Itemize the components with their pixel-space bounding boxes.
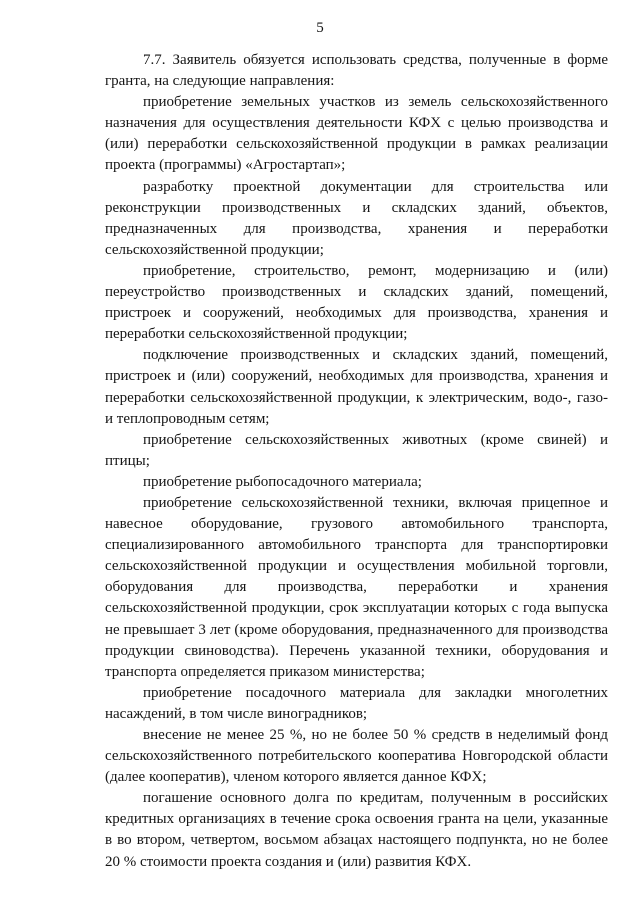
paragraph-animals: приобретение сельскохозяйственных животных (кроме свиней) и птицы;	[105, 431, 608, 469]
paragraph-cooperative-fund: внесение не менее 25 %, но не более 50 % средств в неделимый фонд сельскохозяйственного потребительского кооператива Новгородской области (далее кооператив), членом которого является данное КФХ;	[105, 727, 608, 786]
paragraph-planting-material: приобретение посадочного материала для закладки многолетних насаждений, в том числе виноградников;	[105, 684, 608, 722]
paragraph-project-documentation: разработку проектной документации для строительства или реконструкции производственных и складских зданий, объектов, предназначенных для производства, хранения и переработки сельскохозяйственной продукции;	[105, 178, 608, 258]
paragraph-machinery: приобретение сельскохозяйственной техники, включая прицепное и навесное оборудование, грузового автомобильного транспорта, специализированного автомобильного транспорта для транспортировки сельскохозяйственной продукции и осуществления мобильной торговли, оборудования для производства, переработки и хранения сельскохозяйственной продукции, срок эксплуатации которых с года выпуска не превышает 3 лет (кроме оборудования, предназначенного для производства продукции свиноводства). Перечень указанной техники, оборудования и транспорта определяется приказом министерства;	[105, 494, 608, 680]
paragraph-land-purchase: приобретение земельных участков из земель сельскохозяйственного назначения для осуществления деятельности КФХ с целью производства и (или) переработки сельскохозяйственной продукции в рамках реализации проекта (программы) «Агростартап»;	[105, 94, 608, 174]
document-body	[105, 50, 608, 873]
paragraph-utility-connection: подключение производственных и складских зданий, помещений, пристроек и (или) сооружений, необходимых для производства, хранения и переработки сельскохозяйственной продукции, к электрическим, водо-, газо- и теплопроводным сетям;	[105, 347, 608, 427]
paragraph-construction: приобретение, строительство, ремонт, модернизацию и (или) переустройство производственных и складских зданий, помещений, пристроек и сооружений, необходимых для производства, хранения и переработки сельскохозяйственной продукции;	[105, 262, 608, 343]
paragraph-fish-stock: приобретение рыбопосадочного материала;	[143, 473, 422, 490]
paragraph-loan-repayment: погашение основного долга по кредитам, полученным в российских кредитных организациях в течение срока освоения гранта на цели, указанные в во втором, четвертом, восьмом абзацах настоящего подпункта, но не более 20 % стоимости проекта создания и (или) развития КФХ.	[105, 790, 608, 870]
page-number: 5	[316, 20, 324, 36]
paragraph-grant-intro: 7.7. Заявитель обязуется использовать средства, полученные в форме гранта, на следующие направления:	[105, 52, 608, 90]
